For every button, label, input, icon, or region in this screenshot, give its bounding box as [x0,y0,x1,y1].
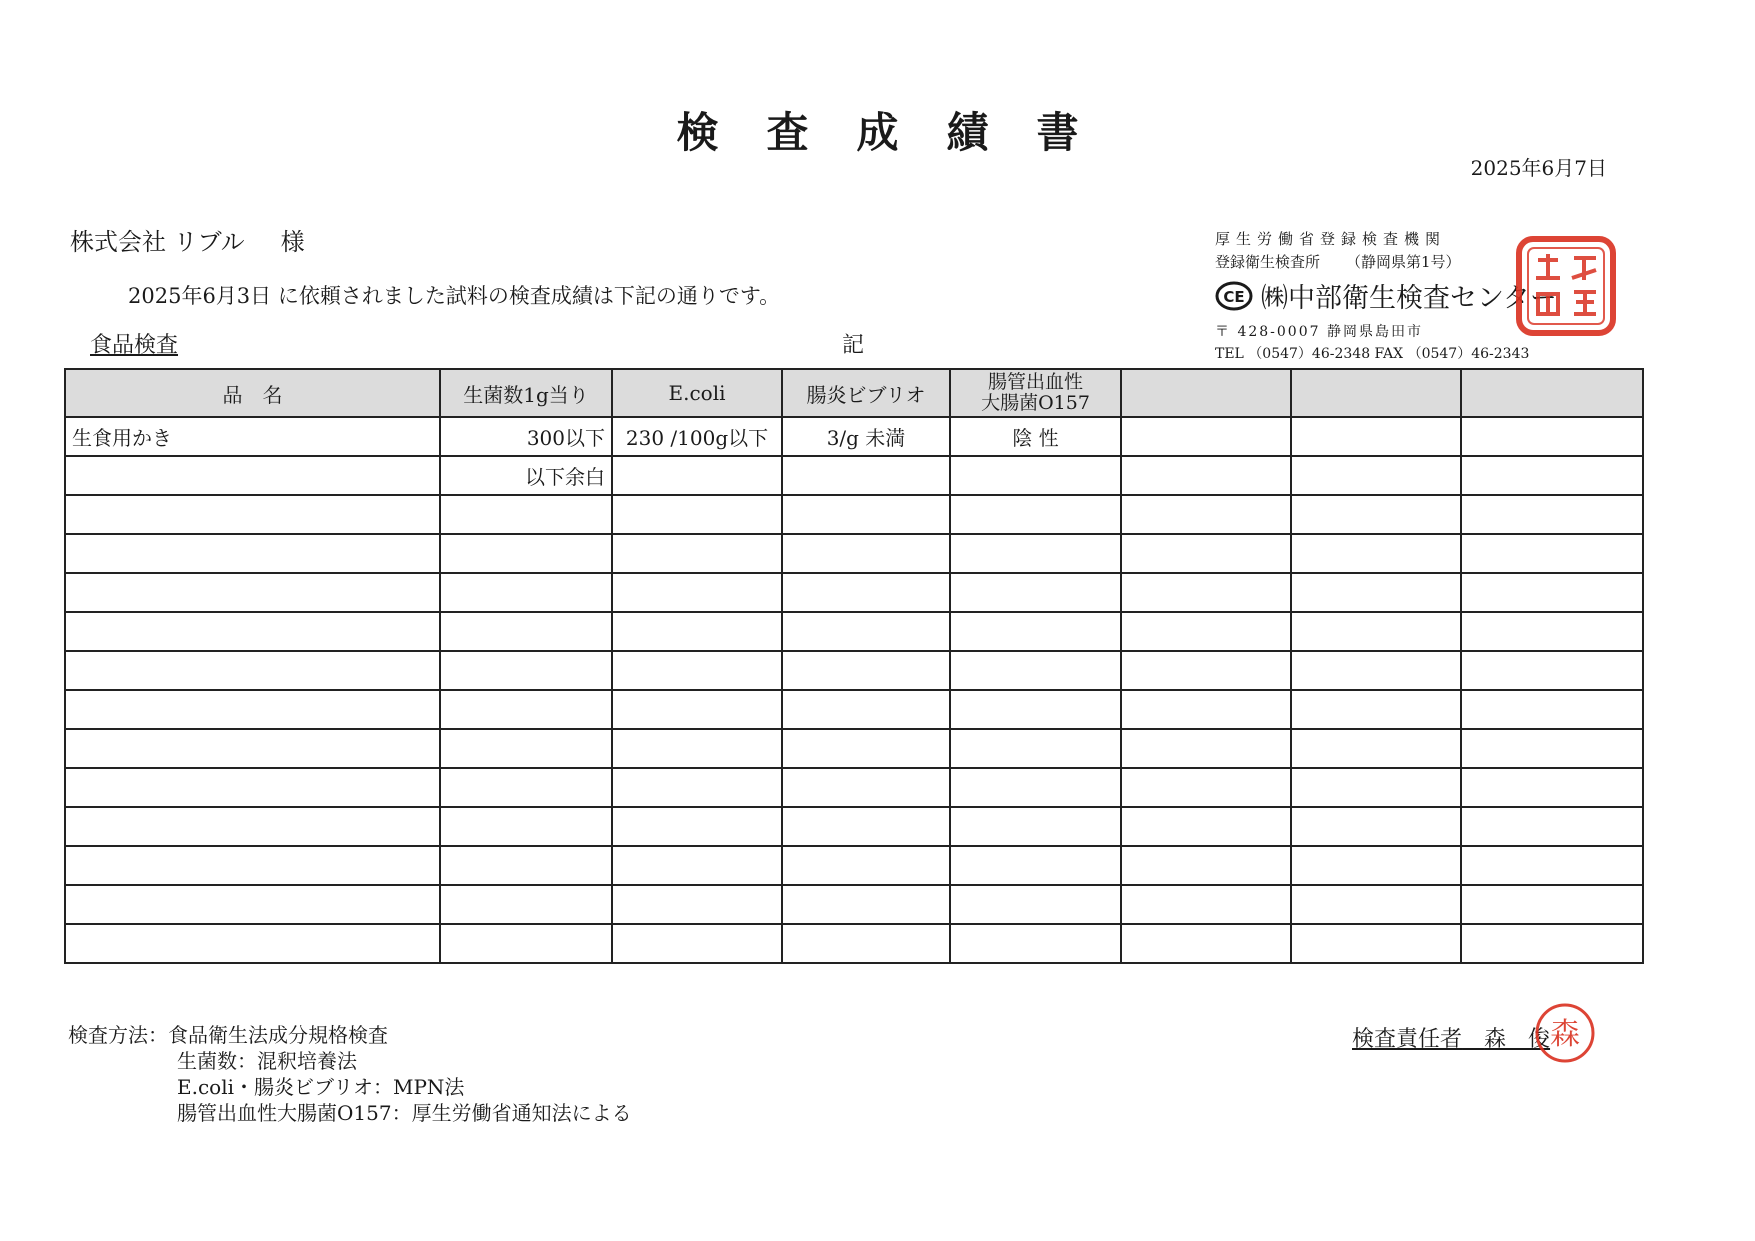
table-cell [1121,690,1291,729]
table-cell [1291,924,1461,963]
table-cell [1121,495,1291,534]
table-cell [950,495,1121,534]
table-cell [612,924,782,963]
table-row [65,534,1643,573]
table-cell [782,612,950,651]
table-cell [950,885,1121,924]
table-cell [1461,456,1643,495]
col-header-o157-line1: 腸管出血性 [987,371,1083,393]
responsible-name: 森 俊 [1484,1027,1551,1052]
table-cell [65,651,440,690]
table-row [65,612,1643,651]
table-cell [782,456,950,495]
table-cell [440,690,612,729]
document-title: 検査成績書 [676,108,1127,157]
table-cell [1121,417,1291,456]
table-cell [1461,417,1643,456]
table-cell [1121,456,1291,495]
table-cell [65,573,440,612]
table-cell [950,846,1121,885]
table-cell [65,924,440,963]
table-cell [782,846,950,885]
table-cell [782,690,950,729]
issuer-address: 〒 428-0007 静岡県島田市 [1215,324,1423,340]
table-cell [440,573,612,612]
table-row [65,456,1643,495]
table-cell [1121,729,1291,768]
table-cell [1461,651,1643,690]
table-row [65,768,1643,807]
responsible-person [1352,1022,1550,1053]
table-cell [65,768,440,807]
table-cell [612,495,782,534]
table-row [65,885,1643,924]
table-cell [612,807,782,846]
table-cell [1291,885,1461,924]
issuer-contact: TEL （0547）46-2348 FAX （0547）46-2343 [1215,346,1530,362]
table-cell [1291,456,1461,495]
table-cell [440,807,612,846]
table-cell [950,807,1121,846]
table-cell [65,729,440,768]
methods-label: 検査方法： [68,1023,168,1047]
table-cell [1291,729,1461,768]
table-cell [1461,807,1643,846]
col-header-o157-line2: 大腸菌O157 [981,392,1090,414]
table-cell [1461,846,1643,885]
table-cell [1121,885,1291,924]
table-cell [782,651,950,690]
table-cell [612,573,782,612]
table-cell [65,456,440,495]
table-cell [440,612,612,651]
table-row [65,729,1643,768]
table-cell [782,534,950,573]
table-cell [1121,651,1291,690]
table-cell [782,924,950,963]
table-cell [950,768,1121,807]
issuer-lab-type: 登録衛生検査所 [1215,253,1321,271]
table-cell [1461,729,1643,768]
table-row [65,573,1643,612]
personal-seal-icon [1532,1000,1598,1066]
table-cell [1291,807,1461,846]
table-cell [1291,534,1461,573]
table-cell [440,846,612,885]
table-cell [1121,768,1291,807]
client-name: 株式会社 リブル [70,228,245,256]
table-cell: 陰 性 [950,417,1121,456]
table-cell [950,651,1121,690]
table-cell [440,651,612,690]
table-cell [440,924,612,963]
results-table [64,368,1644,964]
table-cell [782,768,950,807]
table-cell [612,534,782,573]
table-cell [950,456,1121,495]
col-header-blank [1291,369,1461,417]
table-row [65,417,1643,456]
issuer-company-name: ㈱中部衛生検査センター [1261,283,1557,314]
col-header-bacteria-count: 生菌数1g当り [440,369,612,417]
table-cell [950,534,1121,573]
table-cell [1291,846,1461,885]
table-cell [1461,612,1643,651]
table-cell: 3/g 未満 [782,417,950,456]
issuer-lab-number: （静岡県第1号） [1346,253,1461,271]
table-cell [440,495,612,534]
table-cell [1291,651,1461,690]
table-cell [1461,924,1643,963]
issue-date: 2025年6月7日 [1470,156,1607,180]
personal-seal-text: 森 [1550,1017,1580,1052]
table-cell [1121,612,1291,651]
table-cell [1121,924,1291,963]
table-cell [1291,495,1461,534]
methods-block [68,1022,632,1126]
table-cell [1291,612,1461,651]
table-cell [440,534,612,573]
table-cell [1121,534,1291,573]
table-cell [1121,846,1291,885]
table-row [65,807,1643,846]
issuer-registration: 厚生労働省登録検査機関 [1215,230,1447,248]
table-cell: 230 /100g以下 [612,417,782,456]
table-cell [440,729,612,768]
table-cell [65,612,440,651]
col-header-vibrio: 腸炎ビブリオ [782,369,950,417]
table-cell [1121,807,1291,846]
table-row [65,690,1643,729]
table-row [65,651,1643,690]
col-header-ecoli: E.coli [612,369,782,417]
table-cell [1291,417,1461,456]
methods-line-1 [68,1022,632,1048]
table-cell [65,807,440,846]
company-logo-icon [1215,281,1253,311]
table-cell [1291,573,1461,612]
ki-label: 記 [842,333,865,358]
table-cell [1291,768,1461,807]
table-cell [1461,495,1643,534]
table-row [65,495,1643,534]
table-cell [65,846,440,885]
responsible-label: 検査責任者 [1352,1027,1463,1052]
table-cell [782,495,950,534]
section-label: 食品検査 [90,333,179,358]
table-cell [1461,885,1643,924]
table-cell [782,573,950,612]
table-cell [950,612,1121,651]
table-cell [950,690,1121,729]
table-cell [1291,690,1461,729]
col-header-o157 [950,369,1121,417]
table-cell: 生食用かき [65,417,440,456]
table-cell [440,768,612,807]
table-cell [612,690,782,729]
table-cell [1461,690,1643,729]
table-cell [950,924,1121,963]
table-row [65,846,1643,885]
table-cell [612,651,782,690]
table-cell: 300以下 [440,417,612,456]
table-cell [612,456,782,495]
table-cell [612,612,782,651]
client-honorific: 様 [280,228,305,256]
table-cell [612,729,782,768]
col-header-blank [1121,369,1291,417]
intro-text: 2025年6月3日 に依頼されました試料の検査成績は下記の通りです。 [128,284,781,308]
table-cell [782,807,950,846]
table-cell [612,768,782,807]
client-line [70,222,305,257]
table-cell [950,573,1121,612]
table-cell [1461,768,1643,807]
table-cell [1121,573,1291,612]
col-header-item-name: 品 名 [65,369,440,417]
table-cell: 以下余白 [440,456,612,495]
table-cell [440,885,612,924]
table-cell [65,495,440,534]
table-cell [782,885,950,924]
table-cell [612,885,782,924]
table-cell [782,729,950,768]
company-seal-icon [1514,234,1618,338]
table-row [65,924,1643,963]
table-cell [65,690,440,729]
methods-line-4: 腸管出血性大腸菌O157：厚生労働省通知法による [177,1101,632,1125]
table-cell [65,885,440,924]
methods-line-2: 生菌数：混釈培養法 [177,1049,357,1073]
table-header-row [65,369,1643,417]
table-cell [612,846,782,885]
methods-standard: 食品衛生法成分規格検査 [168,1023,388,1047]
table-cell [1461,573,1643,612]
col-header-blank [1461,369,1643,417]
table-body [65,417,1643,963]
table-cell [950,729,1121,768]
company-logo-text: CE [1223,287,1245,306]
methods-line-3: E.coli・腸炎ビブリオ：MPN法 [177,1075,465,1099]
table-cell [65,534,440,573]
table-cell [1461,534,1643,573]
company-seal-text: 検査成績之印 [1563,334,1569,335]
